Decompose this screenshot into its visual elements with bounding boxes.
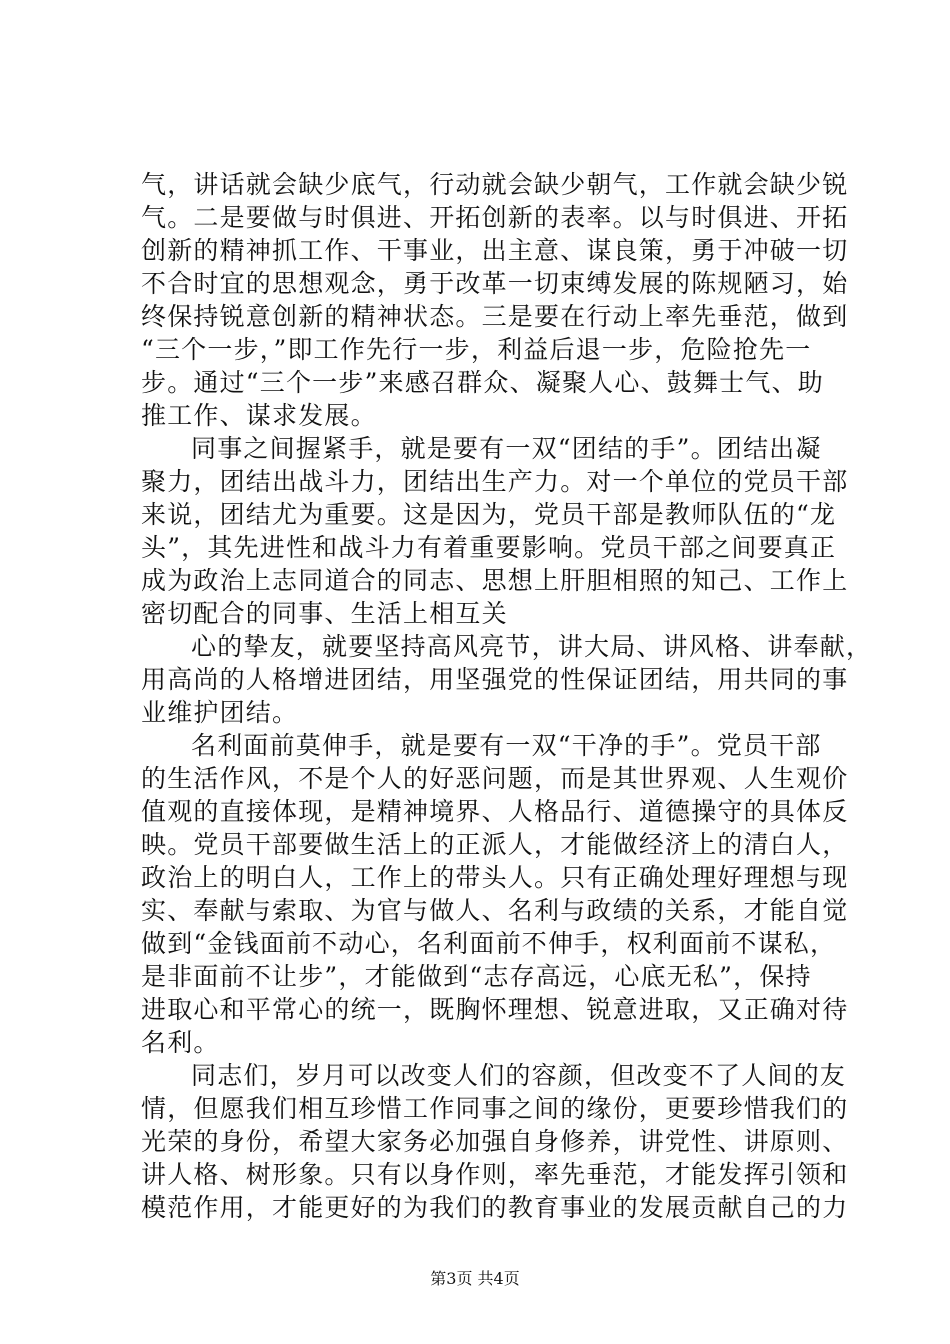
paragraph-start-line: 名利面前莫伸手，就是要有一双“干净的手”。党员干部 — [191, 731, 822, 760]
paragraph-start-line: 同志们，岁月可以改变人们的容颜，但改变不了人间的友 — [191, 1061, 847, 1090]
text-line: 气，讲话就会缺少底气，行动就会缺少朝气，工作就会缺少锐 — [141, 170, 849, 199]
text-line: 用高尚的人格增进团结，用坚强党的性保证团结，用共同的事 — [141, 665, 849, 694]
text-line: 进取心和平常心的统一，既胸怀理想、锐意进取，又正确对待 — [141, 995, 849, 1024]
text-line: 成为政治上志同道合的同志、思想上肝胆相照的知己、工作上 — [141, 566, 849, 595]
paragraph-start-line: 心的挚友，就要坚持高风亮节，讲大局、讲风格、讲奉献， — [191, 632, 873, 661]
text-line: 气。二是要做与时俱进、开拓创新的表率。以与时俱进、开拓 — [141, 203, 849, 232]
text-line: 模范作用，才能更好的为我们的教育事业的发展贡献自己的力 — [141, 1193, 849, 1222]
text-line: 密切配合的同事、生活上相互关 — [141, 599, 508, 628]
text-line: 业维护团结。 — [141, 698, 299, 727]
text-line: 创新的精神抓工作、干事业，出主意、谋良策，勇于冲破一切 — [141, 236, 849, 265]
text-line: 映。党员干部要做生活上的正派人，才能做经济上的清白人， — [141, 830, 849, 859]
page-number-footer: 第3页 共4页 — [430, 1269, 520, 1288]
text-line: 政治上的明白人，工作上的带头人。只有正确处理好理想与现 — [141, 863, 849, 892]
text-line: 来说，团结尤为重要。这是因为，党员干部是教师队伍的“龙 — [141, 500, 837, 529]
text-line: 步。通过“三个一步”来感召群众、凝聚人心、鼓舞士气、助 — [141, 368, 824, 397]
text-line: “三个一步，”即工作先行一步，利益后退一步，危险抢先一 — [141, 335, 812, 364]
text-line: 做到“金钱面前不动心，名利面前不伸手，权利面前不谋私， — [141, 929, 837, 958]
text-line: 光荣的身份，希望大家务必加强自身修养，讲党性、讲原则、 — [141, 1127, 849, 1156]
text-line: 名利。 — [141, 1028, 220, 1057]
text-line: 是非面前不让步”，才能做到“志存高远，心底无私”，保持 — [141, 962, 812, 991]
document-body — [141, 168, 873, 1224]
text-line: 不合时宜的思想观念，勇于改革一切束缚发展的陈规陋习，始 — [141, 269, 849, 298]
text-line: 头”，其先进性和战斗力有着重要影响。党员干部之间要真正 — [141, 533, 837, 562]
text-line: 值观的直接体现，是精神境界、人格品行、道德操守的具体反 — [141, 797, 849, 826]
text-line: 终保持锐意创新的精神状态。三是要在行动上率先垂范，做到 — [141, 302, 849, 331]
text-line: 聚力，团结出战斗力，团结出生产力。对一个单位的党员干部 — [141, 467, 849, 496]
text-line: 的生活作风，不是个人的好恶问题，而是其世界观、人生观价 — [141, 764, 849, 793]
text-line: 情，但愿我们相互珍惜工作同事之间的缘份，更要珍惜我们的 — [141, 1094, 849, 1123]
text-line: 讲人格、树形象。只有以身作则，率先垂范，才能发挥引领和 — [141, 1160, 849, 1189]
text-line: 实、奉献与索取、为官与做人、名利与政绩的关系，才能自觉 — [141, 896, 849, 925]
text-line: 推工作、谋求发展。 — [141, 401, 377, 430]
paragraph-start-line: 同事之间握紧手，就是要有一双“团结的手”。团结出凝 — [191, 434, 822, 463]
